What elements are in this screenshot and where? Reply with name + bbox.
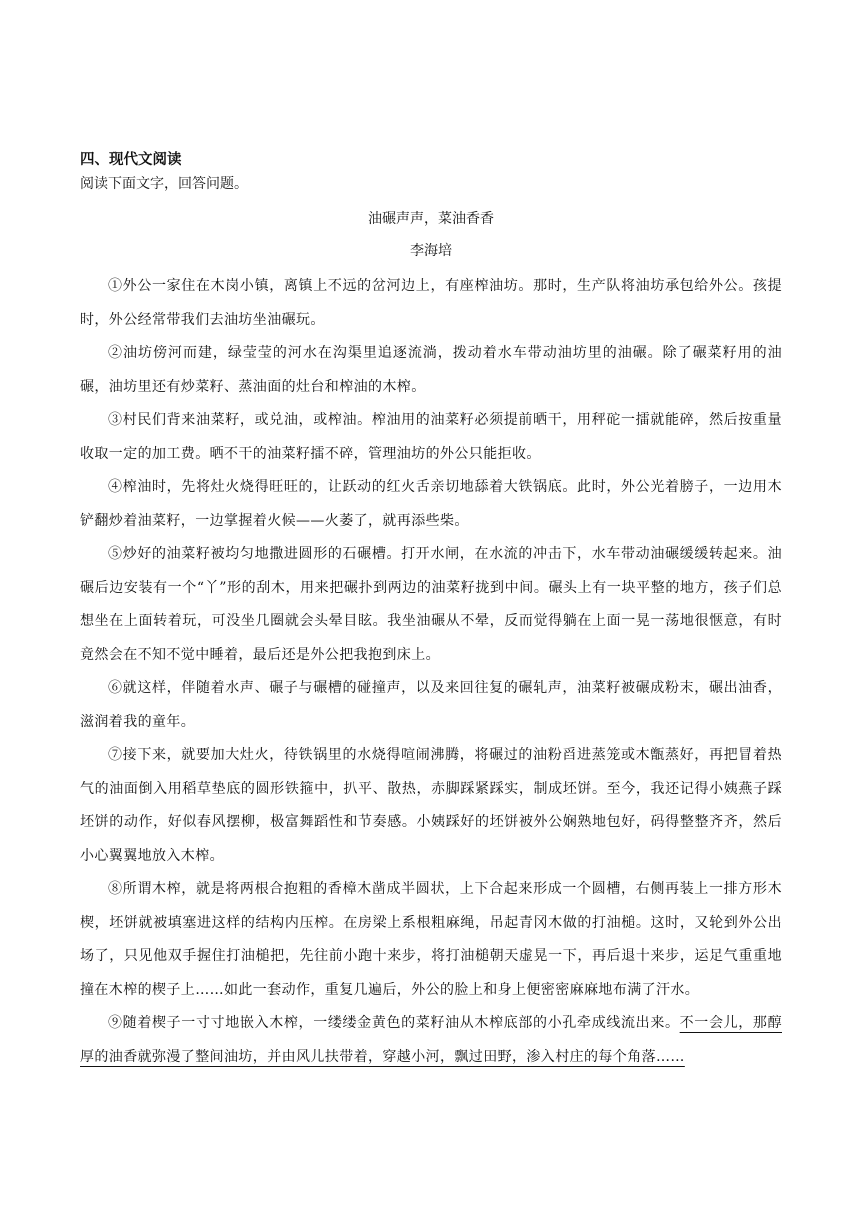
paragraph-7: ⑦接下来，就要加大灶火，待铁锅里的水烧得喧闹沸腾，将碾过的油粉舀进蒸笼或木甑蒸好，再把冒着热气的油面倒入用稻草垫底的圆形铁箍中，扒平、散热，赤脚踩紧踩实，制成坯饼。至今，我还记得小姨燕子踩坯饼的动作，好似春风摆柳，极富舞蹈性和节奏感。小姨踩好的坯饼被外公娴熟地包好，码得整整齐齐，然后小心翼翼地放入木榨。 <box>80 747 782 864</box>
paragraph-9 <box>80 1007 782 1074</box>
paragraph-3: ③村民们背来油菜籽，或兑油，或榨油。榨油用的油菜籽必须提前晒干，用秤砣一擂就能碎，然后按重量收取一定的加工费。晒不干的油菜籽擂不碎，管理油坊的外公只能拒收。 <box>80 412 782 462</box>
paragraph-8: ⑧所谓木榨，就是将两根合抱粗的香樟木凿成半圆状，上下合起来形成一个圆槽，右侧再装上一排方形木楔，坯饼就被填塞进这样的结构内压榨。在房梁上系根粗麻绳，吊起青冈木做的打油槌。这时，又轮到外公出场了，只见他双手握住打油槌把，先往前小跑十来步，将打油槌朝天虚晃一下，再后退十来步，运足气重重地撞在木榨的楔子上……如此一套动作，重复几遍后，外公的脸上和身上便密密麻麻地布满了汗水。 <box>80 881 782 998</box>
paragraph-9-text: ⑨随着楔子一寸寸地嵌入木榨，一缕缕金黄色的菜籽油从木榨底部的小孔牵成线流出来。 <box>108 1015 680 1031</box>
reading-instruction: 阅读下面文字，回答问题。 <box>80 176 248 192</box>
underlined-sentence: 不一会儿，那醇厚的油香就弥漫了整间油坊，并由风儿扶带着，穿越小河，飘过田野，渗入村庄的每个角落…… <box>80 1015 782 1065</box>
article-title: 油碾声声，菜油香香 <box>368 211 494 227</box>
paragraph-1: ①外公一家住在木岗小镇，离镇上不远的岔河边上，有座榨油坊。那时，生产队将油坊承包给外公。孩提时，外公经常带我们去油坊坐油碾玩。 <box>80 278 782 328</box>
document-page <box>80 148 782 1074</box>
paragraph-2: ②油坊傍河而建，绿莹莹的河水在沟渠里追逐流淌，拨动着水车带动油坊里的油碾。除了碾菜籽用的油碾，油坊里还有炒菜籽、蒸油面的灶台和榨油的木榨。 <box>80 345 782 395</box>
section-heading: 四、现代文阅读 <box>80 152 182 168</box>
paragraph-4: ④榨油时，先将灶火烧得旺旺的，让跃动的红火舌亲切地舔着大铁锅底。此时，外公光着膀子，一边用木铲翻炒着油菜籽，一边掌握着火候——火萎了，就再添些柴。 <box>80 479 782 529</box>
paragraph-6: ⑥就这样，伴随着水声、碾子与碾槽的碰撞声，以及来回往复的碾轧声，油菜籽被碾成粉末，碾出油香，滋润着我的童年。 <box>80 680 782 730</box>
article-author: 李海培 <box>410 243 452 259</box>
paragraph-5: ⑤炒好的油菜籽被均匀地撒进圆形的石碾槽。打开水闸，在水流的冲击下，水车带动油碾缓缓转起来。油碾后边安装有一个“丫”形的刮木，用来把碾扑到两边的油菜籽拢到中间。碾头上有一块平整的地方，孩子们总想坐在上面转着玩，可没坐几圈就会头晕目眩。我坐油碾从不晕，反而觉得躺在上面一晃一荡地很惬意，有时竟然会在不知不觉中睡着，最后还是外公把我抱到床上。 <box>80 546 782 663</box>
